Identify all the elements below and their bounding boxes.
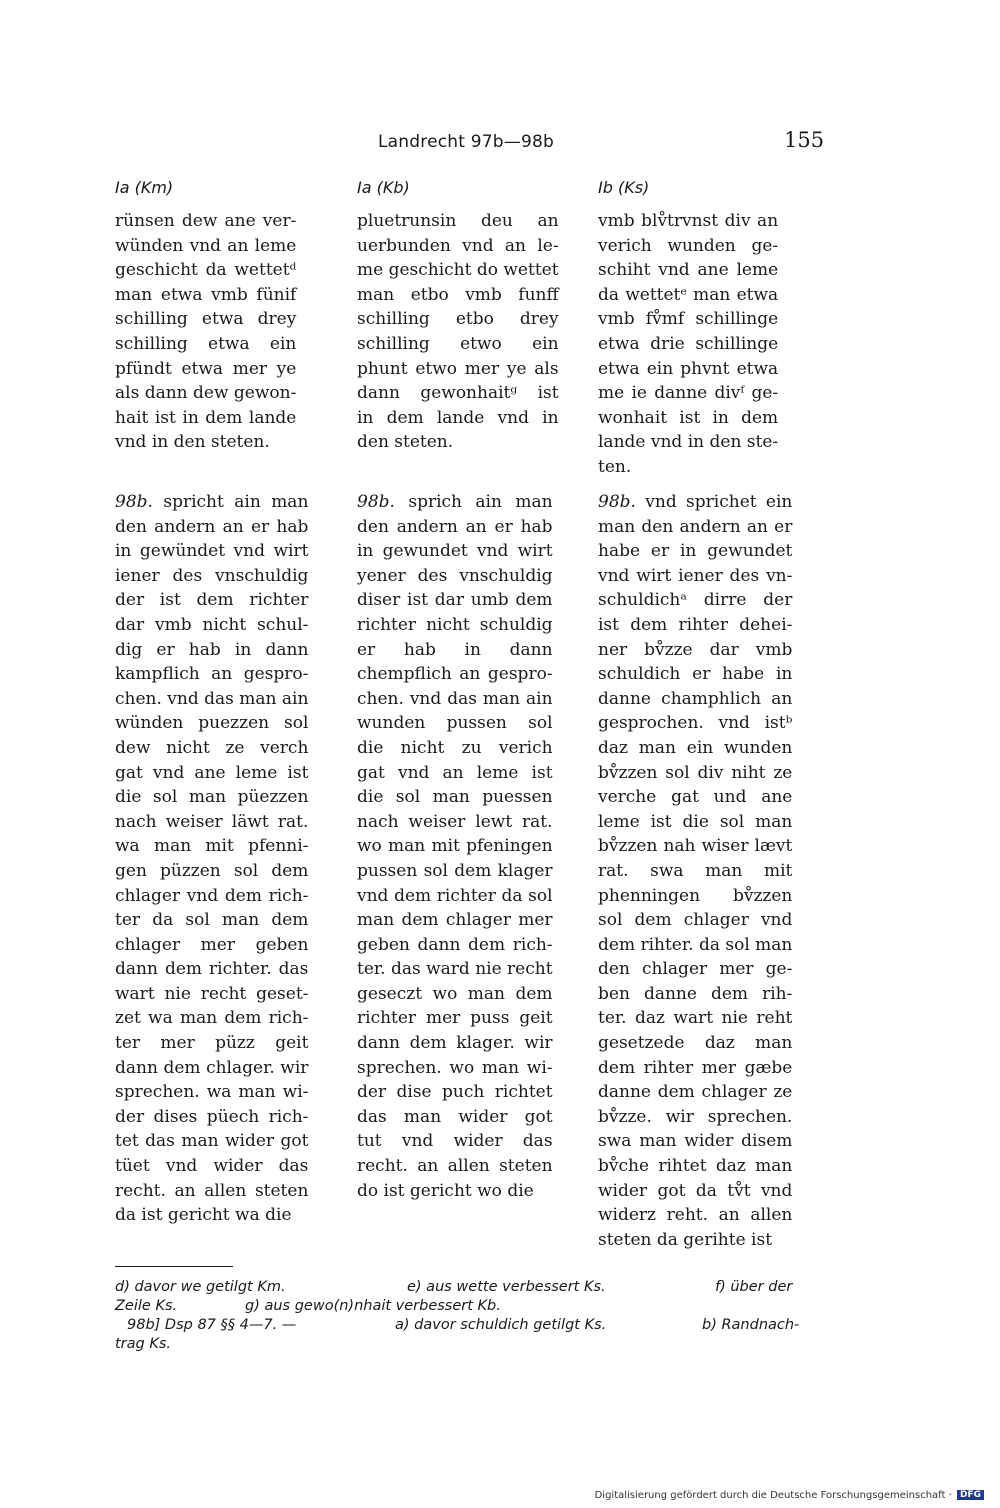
- text-line: wünden vnd an leme: [115, 235, 297, 256]
- text-line: gat vnd an leme ist: [357, 762, 553, 783]
- section-number: 98b.: [598, 492, 636, 512]
- footnote-line: [115, 1316, 820, 1335]
- text-line: etwa drie schillinge: [598, 333, 779, 354]
- credit-text: Digitalisierung gefördert durch die Deutsche Forschungsgemeinschaft ·: [594, 1490, 952, 1501]
- text-line: richter mer puss geit: [357, 1008, 553, 1029]
- text-line: da wettetᵉ man etwa: [598, 284, 779, 305]
- text-line: bv̊zzen sol div niht ze: [598, 762, 793, 783]
- text-line: schilling etwa drey: [115, 309, 297, 330]
- text-line: der ist dem richter: [115, 590, 309, 611]
- text-line: chlager vnd dem rich-: [115, 885, 309, 906]
- text-line: danne champhlich an: [598, 688, 793, 709]
- paragraph-98b: [357, 490, 553, 1203]
- text-line: gen püzzen sol dem: [115, 860, 309, 881]
- text-line: steten da gerihte ist: [598, 1229, 773, 1250]
- text-line: do ist gericht wo die: [357, 1180, 534, 1201]
- text-line: man etwa vmb fünif: [115, 284, 297, 305]
- column-heading: Ia (Km): [115, 178, 174, 197]
- footnote-line: [115, 1335, 820, 1354]
- footnote-f-cont: Zeile Ks.: [115, 1298, 178, 1314]
- footnote-b-cont: trag Ks.: [115, 1336, 172, 1352]
- text-line: wo man mit pfeningen: [357, 836, 553, 857]
- text-line: schilling etbo drey: [357, 309, 559, 330]
- text-line: ten.: [598, 456, 632, 477]
- text-line: widerz reht. an allen: [598, 1205, 793, 1226]
- text-line: richter nicht schuldig: [357, 614, 553, 635]
- text-line: vmb fv̊mf schillinge: [598, 309, 779, 330]
- footnote-source: 98b] Dsp 87 §§ 4—7. —: [127, 1317, 297, 1333]
- digitization-credit: [595, 1490, 984, 1501]
- text-line: chen. vnd das man ain: [357, 688, 553, 709]
- text-line: ben danne dem rih-: [598, 983, 793, 1004]
- page-title: Landrecht 97b—98b: [378, 132, 554, 152]
- text-line: ner bv̊zze dar vmb: [598, 639, 793, 660]
- text-line: wonhait ist in dem: [598, 407, 779, 428]
- footnote-rule: [115, 1266, 233, 1267]
- text-line: dew nicht ze verch: [115, 737, 309, 758]
- text-line: vnd wirt iener des vn-: [598, 565, 793, 586]
- text-line: uerbunden vnd an le-: [357, 235, 559, 256]
- text-line: den andern an er hab: [115, 516, 309, 537]
- text-line: in dem lande vnd in: [357, 407, 559, 428]
- text-line: chempflich an gespro-: [357, 664, 553, 685]
- text-line: den chlager mer ge-: [598, 959, 793, 980]
- text-line: [598, 490, 792, 515]
- text-line: die nicht zu verich: [357, 737, 553, 758]
- text-line: vnd dem richter da sol: [357, 885, 553, 906]
- paragraph-97b: [357, 209, 559, 455]
- text-line: dann gewonhaitᵍ ist: [357, 383, 559, 404]
- text-line: habe er in gewundet: [598, 541, 793, 562]
- text-line: ist dem rihter dehei-: [598, 614, 793, 635]
- text-line: sol dem chlager vnd: [598, 910, 793, 931]
- text-line: vmb blv̊trvnst div an: [598, 211, 779, 231]
- text-line: iener des vnschuldig: [115, 565, 309, 586]
- text-line: dann dem richter. das: [115, 959, 309, 980]
- text-line: vnd in den steten.: [115, 432, 270, 453]
- text-line: schuldich er habe in: [598, 664, 793, 685]
- text-line: recht. an allen steten: [357, 1156, 553, 1177]
- text-line: man etbo vmb funff: [357, 284, 559, 305]
- footnote-f: f) über der: [715, 1279, 793, 1295]
- text-line: ter. daz wart nie reht: [598, 1008, 793, 1029]
- text-line: geben dann dem rich-: [357, 934, 553, 955]
- text-line: in gewündet vnd wirt: [115, 541, 309, 562]
- text-run: vnd sprichet ein: [635, 492, 793, 512]
- text-line: ter da sol man dem: [115, 910, 309, 931]
- text-line: dig er hab in dann: [115, 639, 309, 660]
- text-line: hait ist in dem lande: [115, 407, 297, 428]
- text-line: [357, 490, 553, 515]
- paragraph-97b: [598, 209, 778, 480]
- text-line: die sol man püezzen: [115, 787, 309, 808]
- text-line: wart nie recht geset-: [115, 983, 309, 1004]
- text-line: diser ist dar umb dem: [357, 590, 553, 611]
- text-line: gesetzede daz man: [598, 1033, 793, 1054]
- text-line: den andern an er hab: [357, 516, 553, 537]
- text-line: dar vmb nicht schul-: [115, 614, 309, 635]
- text-line: wider got da tv̊t vnd: [598, 1180, 793, 1201]
- text-line: als dann dew gewon-: [115, 383, 297, 404]
- footnote-d: d) davor we getilgt Km.: [115, 1279, 286, 1295]
- text-line: nach weiser läwt rat.: [115, 811, 309, 832]
- paragraph-98b: [115, 490, 308, 1228]
- text-line: er hab in dann: [357, 639, 553, 660]
- section-number: 98b.: [115, 492, 153, 512]
- text-line: pfündt etwa mer ye: [115, 358, 297, 379]
- text-line: geschicht da wettetᵈ: [115, 260, 297, 281]
- text-line: wunden pussen sol: [357, 713, 553, 734]
- text-line: yener des vnschuldig: [357, 565, 553, 586]
- footnote-line: [115, 1278, 820, 1297]
- text-line: den steten.: [357, 432, 454, 453]
- text-line: das man wider got: [357, 1106, 553, 1127]
- text-line: recht. an allen steten: [115, 1180, 309, 1201]
- text-line: phunt etwo mer ye als: [357, 358, 559, 379]
- text-line: zet wa man dem rich-: [115, 1008, 309, 1029]
- text-line: da ist gericht wa die: [115, 1205, 292, 1226]
- text-line: sprechen. wo man wi-: [357, 1057, 553, 1078]
- paragraph-97b: [115, 209, 296, 455]
- text-line: dann dem chlager. wir: [115, 1057, 309, 1078]
- text-line: sprechen. wa man wi-: [115, 1082, 309, 1103]
- text-line: swa man wider disem: [598, 1131, 793, 1152]
- text-line: dem rihter mer gæbe: [598, 1057, 793, 1078]
- footnote-b: b) Randnach-: [702, 1317, 800, 1333]
- text-line: pussen sol dem klager: [357, 860, 553, 881]
- text-line: der dise puch richtet: [357, 1082, 553, 1103]
- footnote-line: [115, 1297, 820, 1316]
- text-line: pluetrunsin deu an: [357, 211, 559, 231]
- text-line: etwa ein phvnt etwa: [598, 358, 779, 379]
- text-line: phenningen bv̊zzen: [598, 885, 793, 906]
- text-line: rat. swa man mit: [598, 860, 793, 881]
- text-line: man den andern an er: [598, 516, 793, 537]
- footnote-g: g) aus gewo(n)nhait verbessert Kb.: [245, 1298, 501, 1314]
- text-line: bv̊che rihtet daz man: [598, 1156, 793, 1177]
- section-number: 98b.: [357, 492, 395, 512]
- text-run: sprich ain man: [394, 492, 553, 512]
- text-line: kampflich an gespro-: [115, 664, 309, 685]
- dfg-logo: DFG: [957, 1490, 984, 1500]
- footnotes: [115, 1278, 820, 1354]
- text-line: tüet vnd wider das: [115, 1156, 309, 1177]
- text-line: wünden puezzen sol: [115, 713, 309, 734]
- paragraph-98b: [598, 490, 792, 1252]
- text-line: rünsen dew ane ver-: [115, 211, 297, 231]
- text-run: spricht ain man: [152, 492, 309, 512]
- text-line: dann dem klager. wir: [357, 1033, 553, 1054]
- column-heading: Ia (Kb): [357, 178, 410, 197]
- text-line: me geschicht do wettet: [357, 260, 559, 281]
- text-line: ter mer püzz geit: [115, 1033, 309, 1054]
- text-line: verich wunden ge-: [598, 235, 779, 256]
- text-line: dem rihter. da sol man: [598, 934, 793, 955]
- text-line: chen. vnd das man ain: [115, 688, 309, 709]
- text-line: tut vnd wider das: [357, 1131, 553, 1152]
- text-line: daz man ein wunden: [598, 737, 793, 758]
- text-line: der dises püech rich-: [115, 1106, 309, 1127]
- text-line: schiht vnd ane leme: [598, 260, 779, 281]
- text-line: bv̊zzen nah wiser lævt: [598, 836, 793, 857]
- text-line: ter. das ward nie recht: [357, 959, 553, 980]
- text-line: leme ist die sol man: [598, 811, 793, 832]
- text-line: in gewundet vnd wirt: [357, 541, 553, 562]
- text-line: gat vnd ane leme ist: [115, 762, 309, 783]
- text-line: nach weiser lewt rat.: [357, 811, 553, 832]
- text-line: die sol man puessen: [357, 787, 553, 808]
- text-line: geseczt wo man dem: [357, 983, 553, 1004]
- page-number: 155: [784, 128, 825, 152]
- column-heading: Ib (Ks): [598, 178, 650, 197]
- text-line: man dem chlager mer: [357, 910, 553, 931]
- text-line: bv̊zze. wir sprechen.: [598, 1106, 793, 1127]
- text-line: danne dem chlager ze: [598, 1082, 793, 1103]
- text-line: tet das man wider got: [115, 1131, 309, 1152]
- text-line: [115, 490, 308, 515]
- text-line: wa man mit pfenni-: [115, 836, 309, 857]
- text-line: chlager mer geben: [115, 934, 309, 955]
- text-line: me ie danne divᶠ ge-: [598, 383, 779, 404]
- text-line: schuldichᵃ dirre der: [598, 590, 793, 611]
- footnote-a: a) davor schuldich getilgt Ks.: [395, 1317, 607, 1333]
- footnote-e: e) aus wette verbessert Ks.: [407, 1279, 606, 1295]
- text-line: schilling etwa ein: [115, 333, 297, 354]
- text-line: verche gat und ane: [598, 787, 793, 808]
- text-line: gesprochen. vnd istᵇ: [598, 713, 793, 734]
- text-line: lande vnd in den ste-: [598, 432, 779, 453]
- text-line: schilling etwo ein: [357, 333, 559, 354]
